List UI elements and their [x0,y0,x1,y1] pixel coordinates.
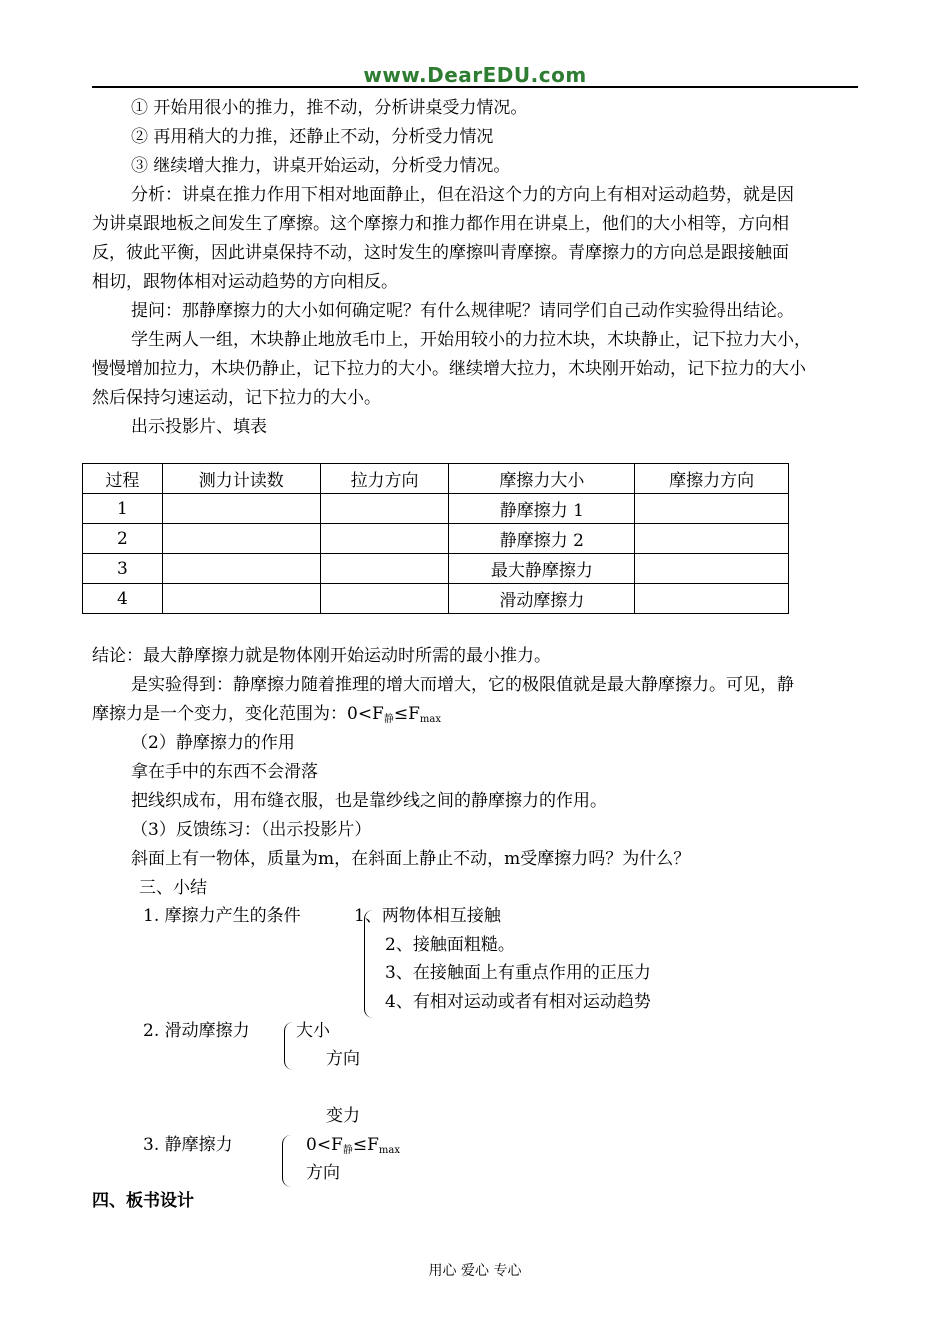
text-line: 把线织成布，用布缝衣服，也是靠纱线之间的静摩擦力的作用。 [131,791,607,811]
table-cell [635,494,789,524]
table-cell [162,494,320,524]
section-heading: 三、小结 [139,878,207,898]
text-line: 反，彼此平衡，因此讲桌保持不动，这时发生的摩擦叫青摩擦。青摩擦力的方向总是跟接触面 [92,243,789,263]
brace-icon [284,1022,293,1070]
summary-sub-item: 变力 [326,1106,360,1126]
condition-item: 4、有相对运动或者有相对运动趋势 [385,992,651,1012]
table-cell [320,554,449,584]
table-cell [635,584,789,614]
text-line: 慢慢增加拉力，木块仍静止，记下拉力的大小。继续增大拉力，木块刚开始动，记下拉力的大小 [92,359,806,379]
page-header [92,60,858,92]
header-rule [92,86,858,88]
text-line: 出示投影片、填表 [131,417,267,437]
table-cell [635,554,789,584]
table-header-cell: 拉力方向 [320,464,449,494]
table-cell: 3 [83,554,163,584]
text-line: ① 开始用很小的推力，推不动，分析讲桌受力情况。 [131,98,528,118]
text-line: 拿在手中的东西不会滑落 [131,762,318,782]
section-heading: 四、板书设计 [92,1191,194,1211]
table-row [83,554,789,584]
text-line: ② 再用稍大的力推，还静止不动，分析受力情况 [131,127,494,147]
table-cell: 最大静摩擦力 [449,554,635,584]
summary-item-2: 2. 滑动摩擦力 [143,1021,250,1041]
experiment-table [82,463,789,614]
table-header-cell: 摩擦力大小 [449,464,635,494]
table-cell: 静摩擦力 2 [449,524,635,554]
subsection-heading: （3）反馈练习：（出示投影片） [131,820,372,840]
text-line: 学生两人一组，木块静止地放毛巾上，开始用较小的力拉木块，木块静止，记下拉力大小， [131,330,811,350]
text-line: 相切，跟物体相对运动趋势的方向相反。 [92,272,398,292]
table-header-cell: 过程 [83,464,163,494]
table-cell: 1 [83,494,163,524]
summary-sub-item: 大小 [296,1021,330,1041]
text-line: 分析：讲桌在推力作用下相对地面静止，但在沿这个力的方向上有相对运动趋势，就是因 [131,185,794,205]
condition-item: 1、两物体相互接触 [354,906,501,926]
text-line: 提问：那静摩擦力的大小如何确定呢？有什么规律呢？请同学们自己动作实验得出结论。 [131,301,794,321]
text-line: ③ 继续增大推力，讲桌开始运动，分析受力情况。 [131,156,511,176]
condition-item: 2、接触面粗糙。 [385,935,515,955]
table-header-row [83,464,789,494]
table-cell [320,584,449,614]
table-cell [320,524,449,554]
site-logo: www.DearEDU.com [363,63,587,87]
summary-sub-item: 方向 [306,1163,340,1183]
text-line: 斜面上有一物体，质量为m，在斜面上静止不动，m受摩擦力吗？为什么？ [131,849,691,869]
text-line: 摩擦力是一个变力，变化范围为：$0<F_静\le F_{max}$ [92,704,441,725]
subsection-heading: （2）静摩擦力的作用 [131,733,295,753]
text-line: 为讲桌跟地板之间发生了摩擦。这个摩擦力和推力都作用在讲桌上，他们的大小相等，方向相 [92,214,789,234]
summary-sub-item: 方向 [326,1049,360,1069]
table-row [83,494,789,524]
table-cell: 静摩擦力 1 [449,494,635,524]
condition-item: 3、在接触面上有重点作用的正压力 [385,963,651,983]
text-line: 然后保持匀速运动，记下拉力的大小。 [92,388,381,408]
summary-sub-item: $0<F_静\le F_{max}$ [306,1135,400,1156]
table-cell [162,584,320,614]
page-footer: 用心 爱心 专心 [428,1263,522,1279]
table-cell [635,524,789,554]
table-row [83,524,789,554]
summary-item-1: 1. 摩擦力产生的条件 [143,906,301,926]
table-header-cell: 摩擦力方向 [635,464,789,494]
conclusion: 结论：最大静摩擦力就是物体刚开始运动时所需的最小推力。 [92,646,551,666]
table-header-cell: 测力计读数 [162,464,320,494]
summary-item-3: 3. 静摩擦力 [143,1135,233,1155]
brace-icon [282,1135,291,1187]
table-cell: 滑动摩擦力 [449,584,635,614]
text-line: 是实验得到：静摩擦力随着推理的增大而增大，它的极限值就是最大静摩擦力。可见，静 [131,675,794,695]
table-row [83,584,789,614]
table-cell [162,554,320,584]
table-cell [162,524,320,554]
table-cell [320,494,449,524]
table-cell: 4 [83,584,163,614]
table-cell: 2 [83,524,163,554]
